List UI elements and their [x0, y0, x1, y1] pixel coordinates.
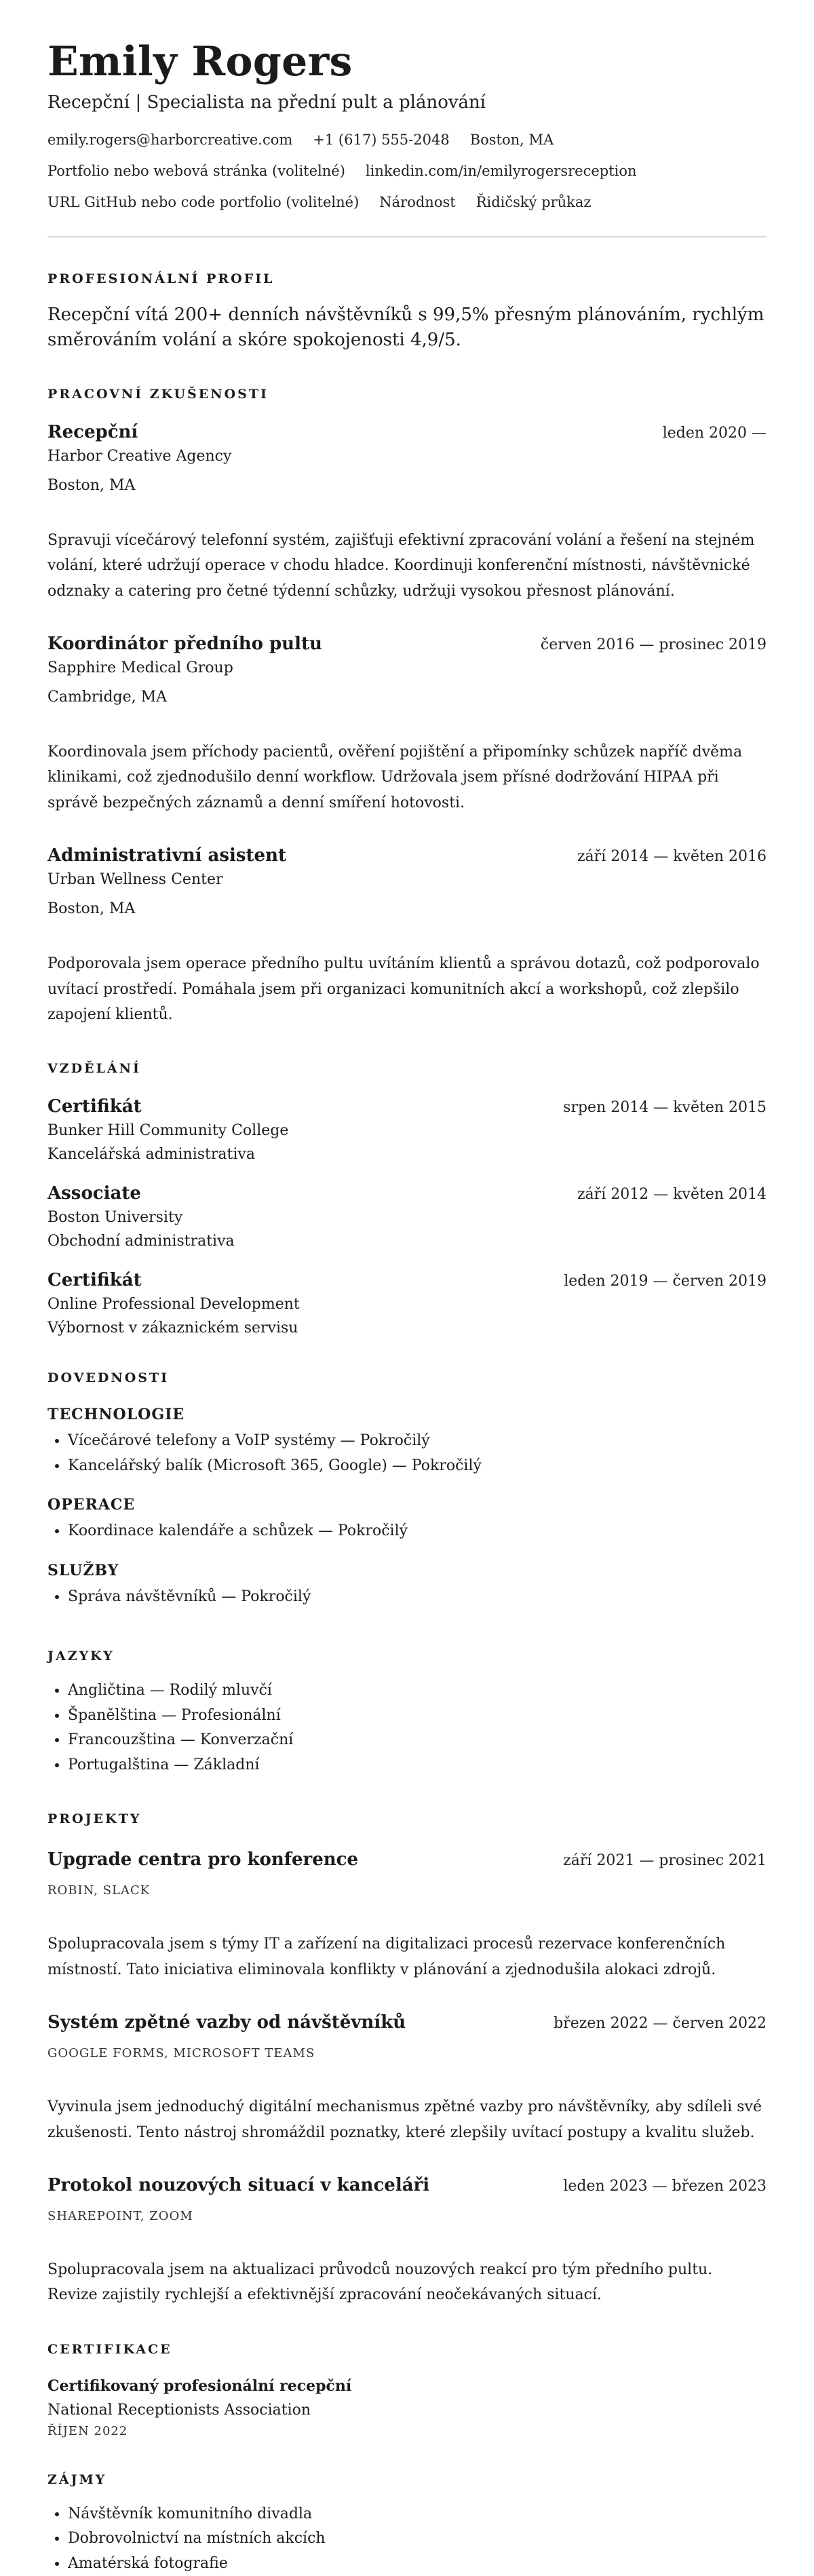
contact-github: URL GitHub nebo code portfolio (volitelné) — [47, 194, 360, 210]
contact-phone: +1 (617) 555-2048 — [313, 132, 450, 148]
certification-date: ŘÍJEN 2022 — [47, 2423, 128, 2438]
education-school: Online Professional Development — [47, 1296, 300, 1313]
job-title: Administrativní asistent — [47, 845, 287, 866]
language-item: • Portugalština — Základní — [68, 1753, 767, 1778]
experience-item — [47, 634, 767, 815]
candidate-tagline: Recepční | Specialista na přední pult a plánování — [47, 92, 486, 113]
interest-item: • Amatérská fotografie — [68, 2552, 767, 2576]
language-item: • Angličtina — Rodilý mluvčí — [68, 1678, 767, 1704]
job-dates: červen 2016 — prosinec 2019 — [540, 636, 767, 653]
contact-location: Boston, MA — [469, 132, 554, 148]
education-field: Kancelářská administrativa — [47, 1146, 255, 1164]
project-description: Spolupracovala jsem na aktualizaci průvodců nouzových reakcí pro tým předního pultu. Revize zajistily rychlejší a efektivnější zpracování neočekávaných situací. — [47, 2261, 713, 2304]
education-degree: Associate — [47, 1183, 141, 1204]
language-item: • Francouzština — Konverzační — [68, 1728, 767, 1753]
experience-item — [47, 422, 767, 604]
job-title: Recepční — [47, 421, 138, 442]
contact-license: Řidičský průkaz — [476, 194, 592, 210]
languages-section — [47, 1649, 767, 1777]
certifications-section — [47, 2342, 767, 2438]
interests-heading: ZÁJMY — [47, 2472, 107, 2487]
experience-item — [47, 845, 767, 1027]
certifications-heading: CERTIFIKACE — [47, 2341, 172, 2357]
interest-item: • Dobrovolnictví na místních akcích — [68, 2526, 767, 2552]
job-location: Boston, MA — [47, 900, 136, 918]
skills-heading: DOVEDNOSTI — [47, 1370, 170, 1386]
contact-portfolio: Portfolio nebo webová stránka (volitelné) — [47, 163, 345, 179]
education-field: Výbornost v zákaznickém servisu — [47, 1320, 298, 1337]
language-list — [47, 1678, 767, 1777]
header-divider — [47, 236, 767, 237]
projects-section — [47, 1811, 767, 2307]
project-title: Upgrade centra pro konference — [47, 1849, 359, 1870]
skill-list-technology — [47, 1429, 767, 1478]
education-item — [47, 1183, 767, 1250]
skill-item: • Kancelářský balík (Microsoft 365, Google) — Pokročilý — [68, 1454, 767, 1479]
candidate-name: Emily Rogers — [47, 38, 353, 85]
certification-title: Certifikovaný profesionální recepční — [47, 2377, 352, 2395]
education-section — [47, 1061, 767, 1337]
project-dates: leden 2023 — březen 2023 — [563, 2178, 767, 2195]
job-description: Podporovala jsem operace předního pultu uvítáním klientů a správou dotazů, což podporovalo uvítací prostředí. Pomáhala jsem při organizaci komunitních akcí a workshopů, což zlepšilo zapojení klientů. — [47, 955, 760, 1023]
education-field: Obchodní administrativa — [47, 1233, 235, 1250]
education-degree: Certifikát — [47, 1096, 142, 1117]
profile-section — [47, 271, 767, 353]
interests-section — [47, 2472, 767, 2576]
interest-list — [47, 2502, 767, 2576]
skill-list-services — [47, 1585, 767, 1610]
contact-row-extra — [47, 194, 767, 210]
education-item — [47, 1270, 767, 1337]
projects-heading: PROJEKTY — [47, 1811, 142, 1827]
language-item: • Španělština — Profesionální — [68, 1704, 767, 1729]
experience-section — [47, 387, 767, 1028]
interest-item: • Návštěvník komunitního divadla — [68, 2502, 767, 2527]
project-tech: SHAREPOINT, ZOOM — [47, 2209, 193, 2224]
languages-heading: JAZYKY — [47, 1649, 115, 1664]
job-location: Boston, MA — [47, 476, 136, 494]
skill-category-technology: TECHNOLOGIE — [47, 1406, 185, 1424]
education-dates: leden 2019 — červen 2019 — [564, 1273, 767, 1290]
contact-row-primary — [47, 132, 767, 148]
skill-list-operations — [47, 1519, 767, 1544]
project-tech: GOOGLE FORMS, MICROSOFT TEAMS — [47, 2046, 315, 2061]
contact-row-links — [47, 163, 767, 179]
job-description: Koordinovala jsem příchody pacientů, ověření pojištění a připomínky schůzek napříč dvěma klinikami, což zjednodušilo denní workflow. Udržovala jsem přísné dodržování HIPAA při správě bezpečných záznamů a denní smíření hotovosti. — [47, 743, 743, 811]
project-item — [47, 2012, 767, 2145]
project-dates: březen 2022 — červen 2022 — [554, 2015, 767, 2033]
project-item — [47, 1849, 767, 1982]
job-title: Koordinátor předního pultu — [47, 633, 322, 654]
contact-nationality: Národnost — [379, 194, 456, 210]
education-dates: září 2012 — květen 2014 — [577, 1186, 767, 1204]
resume-header — [47, 39, 767, 210]
education-school: Boston University — [47, 1209, 183, 1227]
contact-linkedin: linkedin.com/in/emilyrogersreception — [365, 163, 637, 179]
job-location: Cambridge, MA — [47, 688, 168, 706]
job-dates: leden 2020 — — [662, 424, 767, 442]
project-description: Spolupracovala jsem s týmy IT a zařízení na digitalizaci procesů rezervace konferenčních místností. Tato iniciativa eliminovala konflikty v plánování a zjednodušila alokaci zdrojů. — [47, 1936, 726, 1978]
education-item — [47, 1096, 767, 1163]
job-dates: září 2014 — květen 2016 — [577, 848, 767, 866]
profile-heading: PROFESIONÁLNÍ PROFIL — [47, 271, 275, 286]
contact-email: emily.rogers@harborcreative.com — [47, 132, 293, 148]
education-heading: VZDĚLÁNÍ — [47, 1061, 141, 1077]
project-item — [47, 2175, 767, 2308]
skill-item: • Vícečárové telefony a VoIP systémy — Pokročilý — [68, 1429, 767, 1454]
job-employer: Urban Wellness Center — [47, 871, 223, 889]
profile-summary: Recepční vítá 200+ denních návštěvníků s 99,5% přesným plánováním, rychlým směrováním volání a skóre spokojenosti 4,9/5. — [47, 305, 764, 350]
education-degree: Certifikát — [47, 1270, 142, 1291]
project-title: Protokol nouzových situací v kanceláři — [47, 2175, 430, 2196]
project-dates: září 2021 — prosinec 2021 — [563, 1852, 767, 1870]
job-employer: Sapphire Medical Group — [47, 659, 233, 676]
certification-issuer: National Receptionists Association — [47, 2401, 311, 2419]
skills-section — [47, 1370, 767, 1609]
project-tech: ROBIN, SLACK — [47, 1883, 151, 1898]
project-description: Vyvinula jsem jednoduchý digitální mechanismus zpětné vazby pro návštěvníky, aby sdíleli své zkušenosti. Tento nástroj shromáždil poznatky, které zlepšily uvítací postupy a kvalitu služeb. — [47, 2098, 762, 2141]
skill-item: • Správa návštěvníků — Pokročilý — [68, 1585, 767, 1610]
education-school: Bunker Hill Community College — [47, 1122, 289, 1140]
job-description: Spravuji vícečárový telefonní systém, zajišťuji efektivní zpracování volání a řešení na stejném volání, které udržují operace v chodu hladce. Koordinuji konferenční místnosti, návštěvnické odznaky a catering pro četné týdenní schůzky, udržuji vysokou přesnost plánování. — [47, 531, 755, 600]
skill-category-operations: OPERACE — [47, 1496, 136, 1514]
experience-heading: PRACOVNÍ ZKUŠENOSTI — [47, 386, 269, 402]
project-title: Systém zpětné vazby od návštěvníků — [47, 2012, 406, 2033]
skill-item: • Koordinace kalendáře a schůzek — Pokročilý — [68, 1519, 767, 1544]
job-employer: Harbor Creative Agency — [47, 447, 232, 465]
education-dates: srpen 2014 — květen 2015 — [563, 1099, 767, 1117]
skill-category-services: SLUŽBY — [47, 1561, 119, 1579]
